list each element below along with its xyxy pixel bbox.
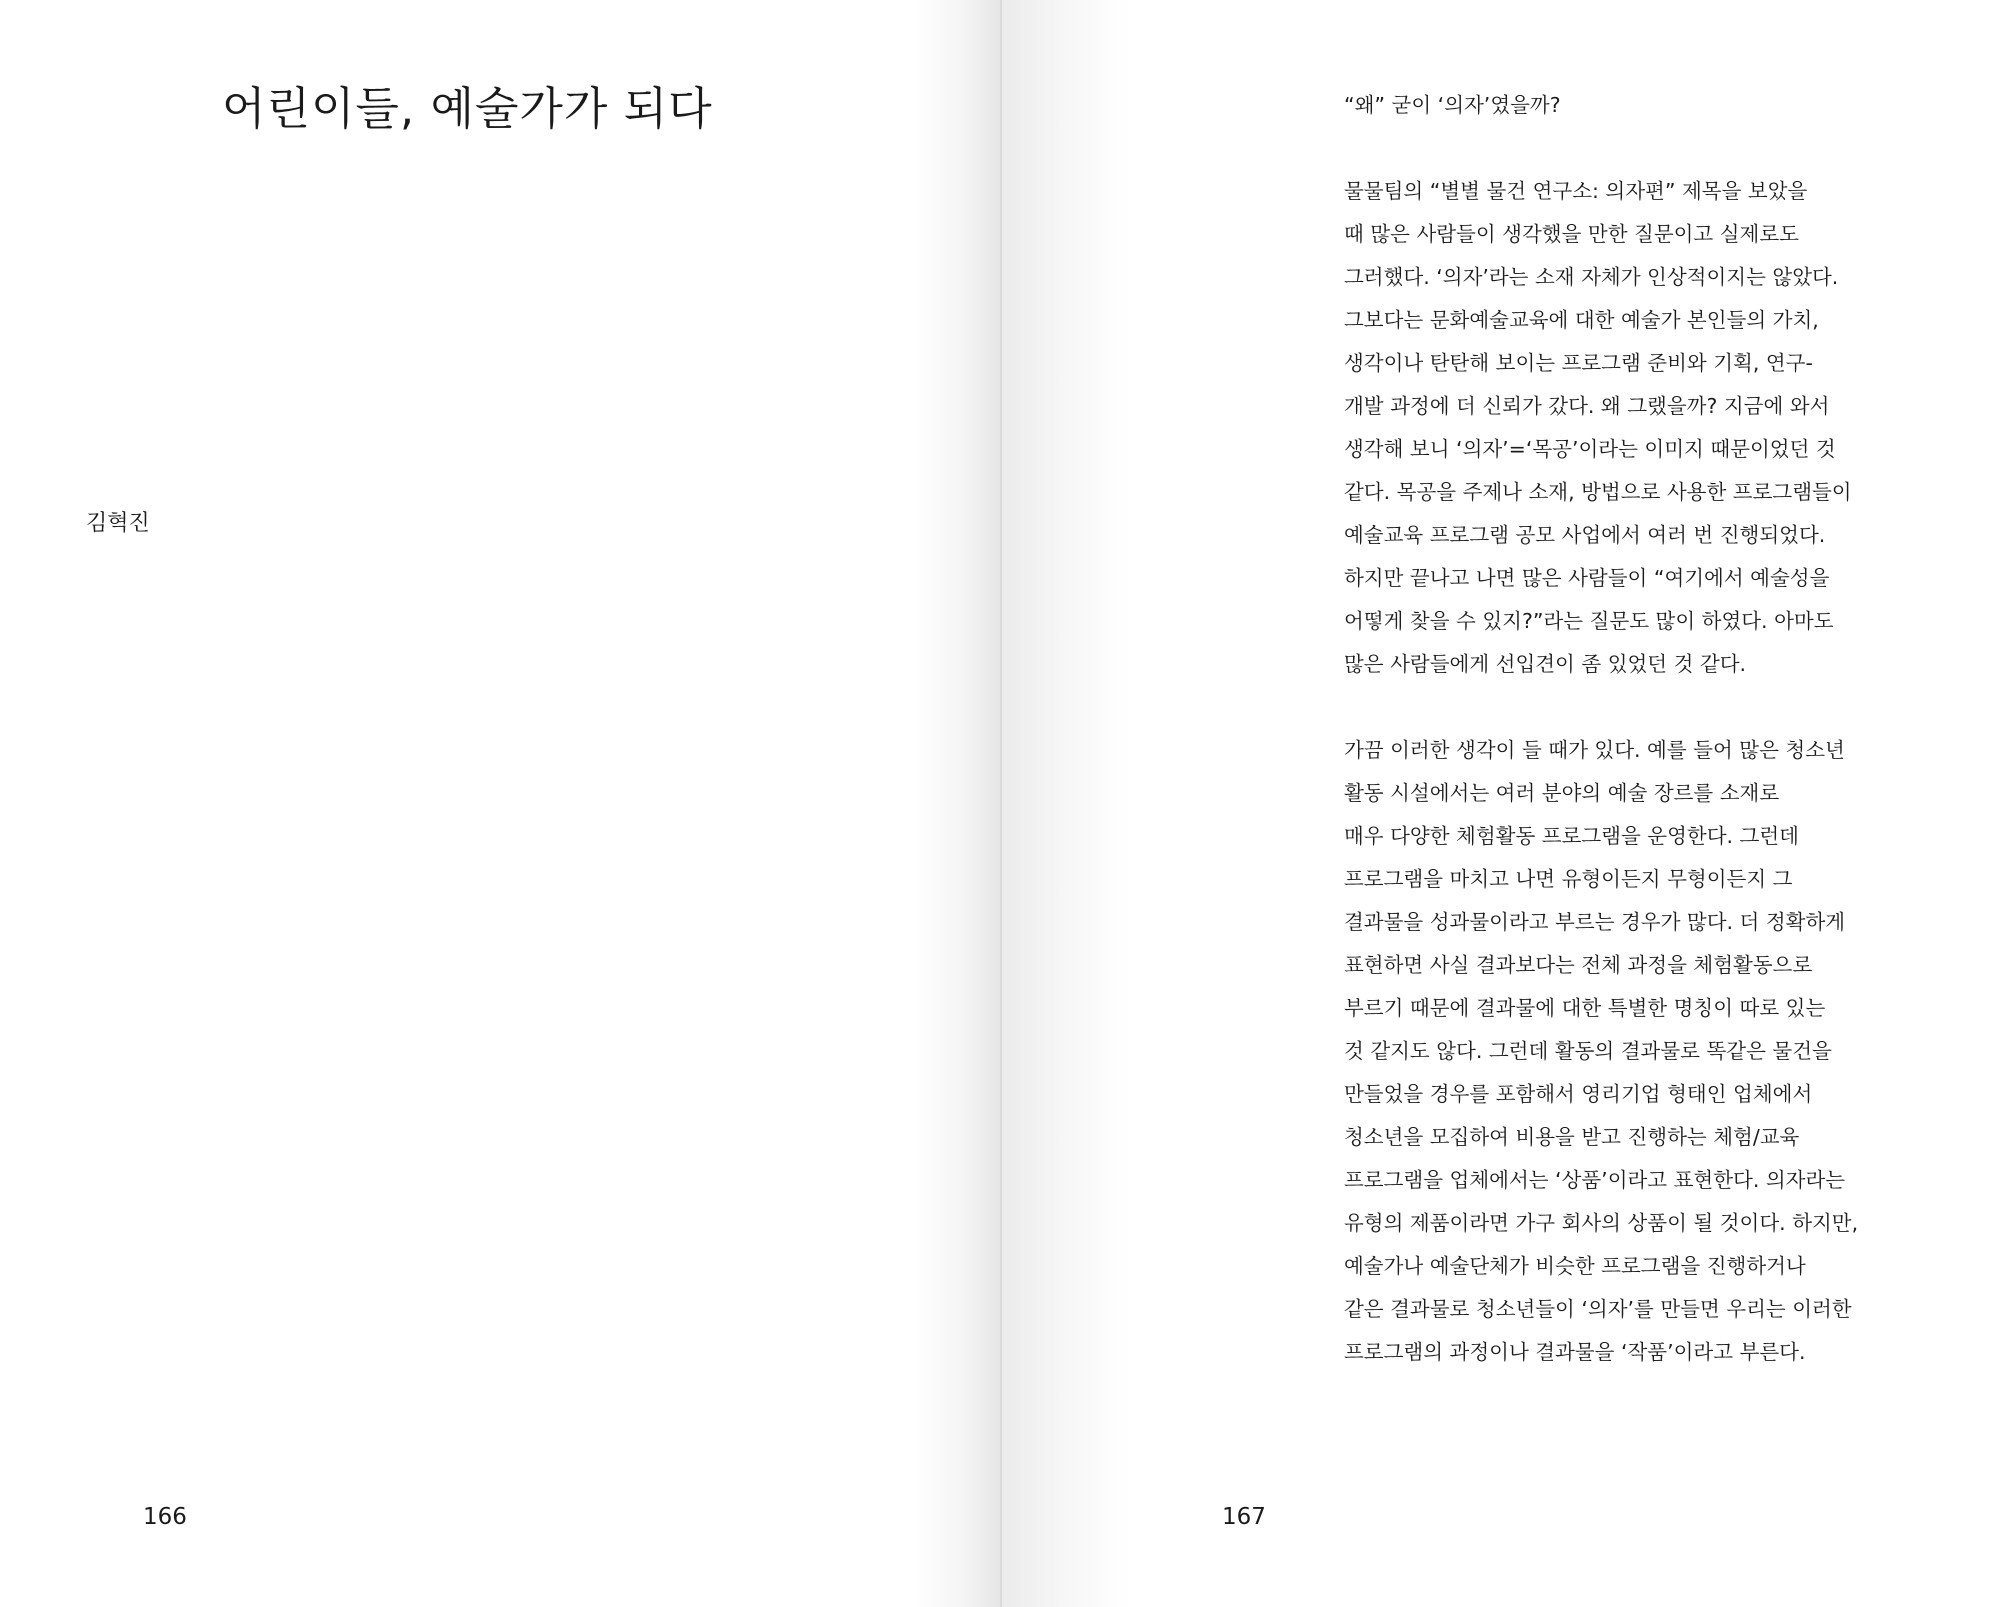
gutter-shadow-right: [1002, 0, 1132, 1607]
text-line: 프로그램을 업체에서는 ‘상품’이라고 표현한다. 의자라는: [1344, 1168, 1846, 1192]
right-page: [1002, 0, 2000, 1607]
text-line: 매우 다양한 체험활동 프로그램을 운영한다. 그런데: [1344, 824, 1799, 848]
text-line: 생각해 보니 ‘의자’=‘목공’이라는 이미지 때문이었던 것: [1344, 437, 1836, 461]
text-line: 하지만 끝나고 나면 많은 사람들이 “여기에서 예술성을: [1344, 566, 1830, 590]
book-gutter: [1000, 0, 1002, 1607]
text-line: 그러했다. ‘의자’라는 소재 자체가 인상적이지는 않았다.: [1344, 265, 1839, 289]
gutter-shadow-left: [912, 0, 1002, 1607]
text-line: 프로그램의 과정이나 결과물을 ‘작품’이라고 부른다.: [1344, 1340, 1806, 1364]
text-line: 유형의 제품이라면 가구 회사의 상품이 될 것이다. 하지만,: [1344, 1211, 1859, 1235]
text-line: 예술가나 예술단체가 비슷한 프로그램을 진행하거나: [1344, 1254, 1806, 1278]
page-number-left: 166: [143, 1504, 187, 1530]
text-line: 생각이나 탄탄해 보이는 프로그램 준비와 기획, 연구-: [1344, 351, 1813, 375]
text-line: 예술교육 프로그램 공모 사업에서 여러 번 진행되었다.: [1344, 523, 1826, 547]
text-line: 가끔 이러한 생각이 들 때가 있다. 예를 들어 많은 청소년: [1344, 738, 1845, 762]
text-line: 많은 사람들에게 선입견이 좀 있었던 것 같다.: [1344, 652, 1747, 676]
text-line: 표현하면 사실 결과보다는 전체 과정을 체험활동으로: [1344, 953, 1813, 977]
text-line: 물물팀의 “별별 물건 연구소: 의자편” 제목을 보았을: [1344, 179, 1808, 203]
text-line: 만들었을 경우를 포함해서 영리기업 형태인 업체에서: [1344, 1082, 1813, 1106]
text-line: 결과물을 성과물이라고 부르는 경우가 많다. 더 정확하게: [1344, 910, 1846, 934]
text-line: 그보다는 문화예술교육에 대한 예술가 본인들의 가치,: [1344, 308, 1819, 332]
text-line: 같은 결과물로 청소년들이 ‘의자’를 만들면 우리는 이러한: [1344, 1297, 1852, 1321]
chapter-title: 어린이들, 예술가가 되다: [222, 82, 713, 135]
text-line: 프로그램을 마치고 나면 유형이든지 무형이든지 그: [1344, 867, 1793, 891]
text-line: 것 같지도 않다. 그런데 활동의 결과물로 똑같은 물건을: [1344, 1039, 1832, 1063]
text-line: 청소년을 모집하여 비용을 받고 진행하는 체험/교육: [1344, 1125, 1800, 1149]
text-line: 어떻게 찾을 수 있지?”라는 질문도 많이 하였다. 아마도: [1344, 609, 1834, 633]
paragraph: [1344, 84, 1964, 127]
page-number-right: 167: [1222, 1504, 1266, 1530]
paragraph: [1344, 729, 1964, 1374]
text-line: 활동 시설에서는 여러 분야의 예술 장르를 소재로: [1344, 781, 1780, 805]
paragraph: [1344, 170, 1964, 686]
text-line: 부르기 때문에 결과물에 대한 특별한 명칭이 따로 있는: [1344, 996, 1826, 1020]
text-line: 같다. 목공을 주제나 소재, 방법으로 사용한 프로그램들이: [1344, 480, 1852, 504]
text-line: “왜” 굳이 ‘의자’였을까?: [1344, 93, 1561, 117]
body-text: [1344, 84, 1964, 1417]
text-line: 개발 과정에 더 신뢰가 갔다. 왜 그랬을까? 지금에 와서: [1344, 394, 1830, 418]
text-line: 때 많은 사람들이 생각했을 만한 질문이고 실제로도: [1344, 222, 1799, 246]
author-name: 김혁진: [86, 511, 150, 536]
